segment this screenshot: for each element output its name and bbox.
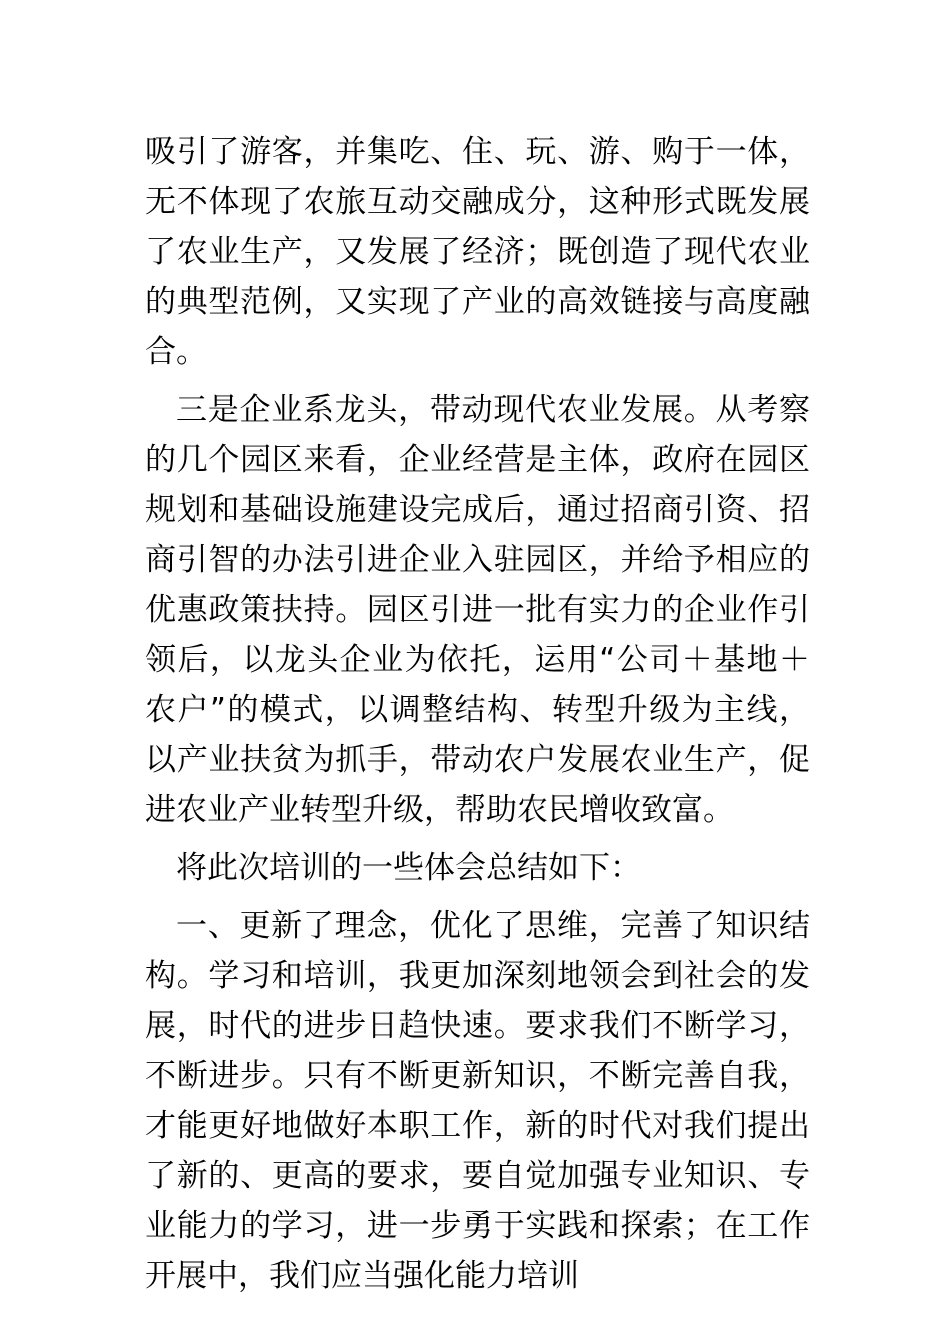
paragraph-summary-intro: 将此次培训的一些体会总结如下： [176,850,641,886]
document-page [145,127,810,1301]
paragraph-point-one: 一、更新了理念，优化了思维，完善了知识结构。学习和培训，我更加深刻地领会到社会的发展，时代的进步日趋快速。要求我们不断学习，不断进步。只有不断更新知识，不断完善自我，才能更好地做好本职工作，新的时代对我们提出了新的、更高的要求，要自觉加强专业知识、专业能力的学习，进一步勇于实践和探索；在工作开展中，我们应当强化能力培训 [145,908,810,1294]
paragraph-continuation: 吸引了游客，并集吃、住、玩、游、购于一体，无不体现了农旅互动交融成分，这种形式既发展了农业生产，又发展了经济；既创造了现代农业的典型范例，又实现了产业的高效链接与高度融合。 [145,134,810,370]
paragraph-enterprise-leadership: 三是企业系龙头，带动现代农业发展。从考察的几个园区来看，企业经营是主体，政府在园区规划和基础设施建设完成后，通过招商引资、招商引智的办法引进企业入驻园区，并给予相应的优惠政策扶持。园区引进一批有实力的企业作引领后，以龙头企业为依托，运用“公司＋基地＋农户”的模式，以调整结构、转型升级为主线，以产业扶贫为抓手，带动农户发展农业生产，促进农业产业转型升级，帮助农民增收致富。 [145,392,810,828]
